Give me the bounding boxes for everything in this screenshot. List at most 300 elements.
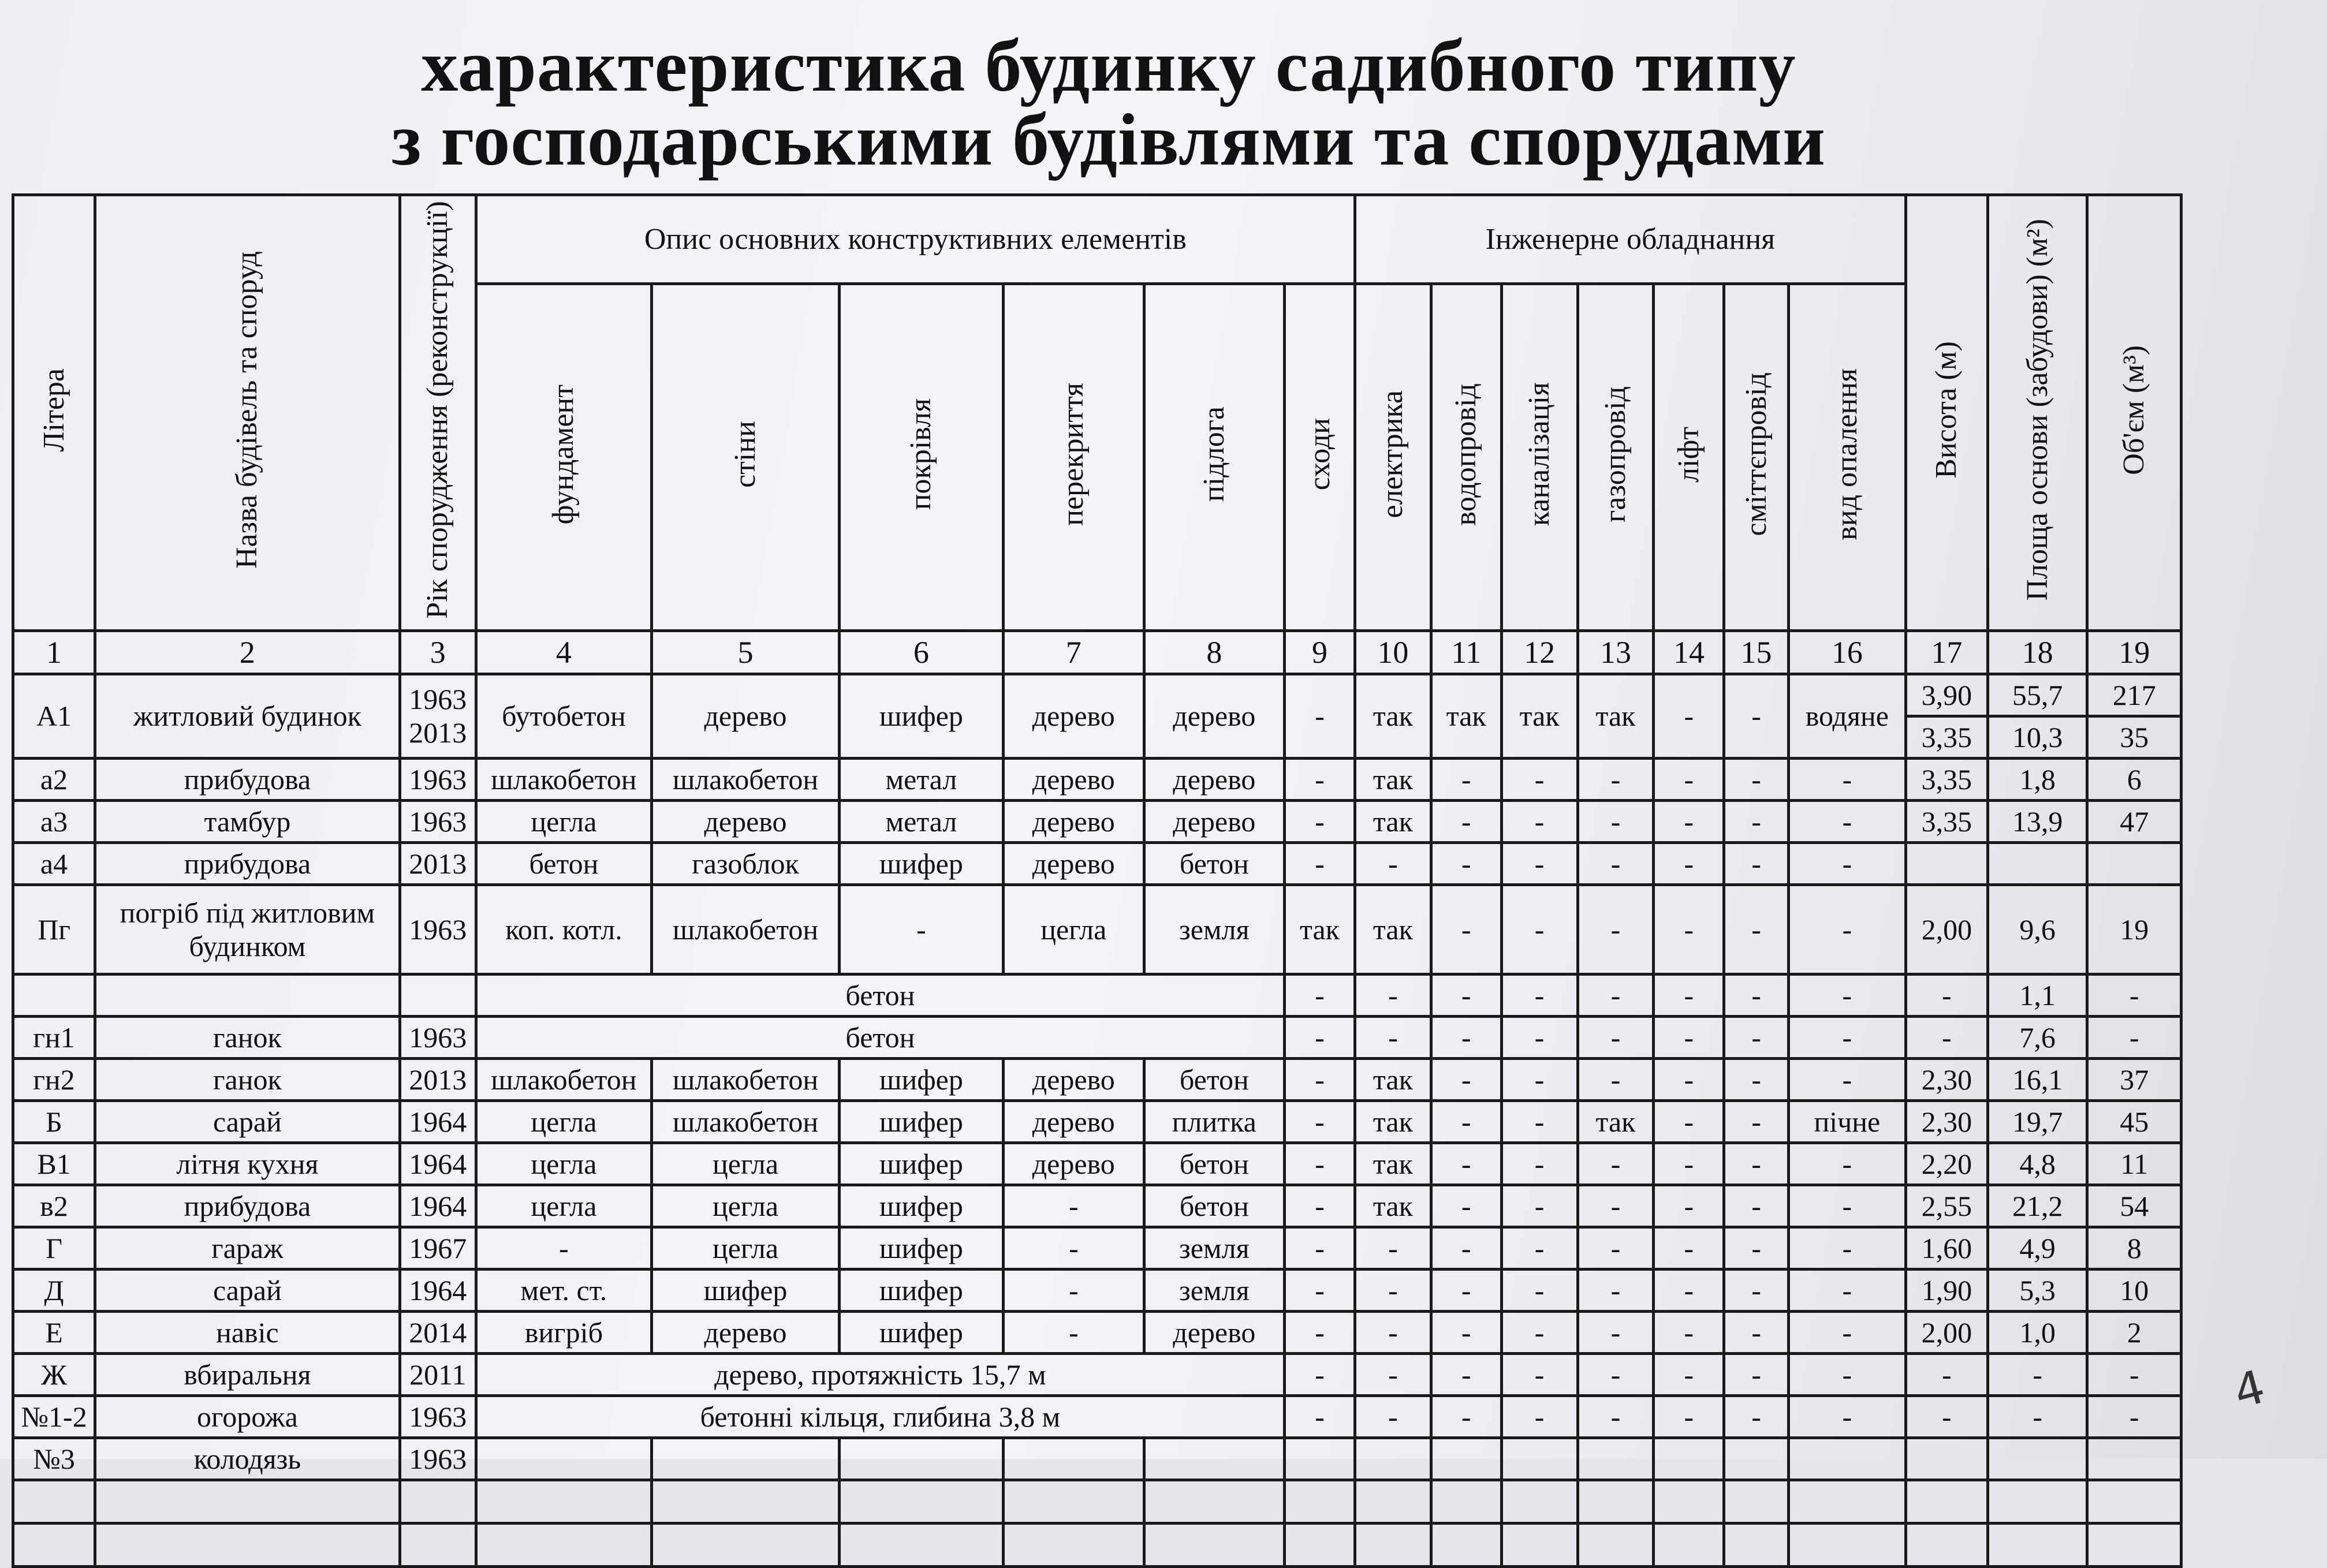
cell-sewer: -: [1501, 1353, 1578, 1395]
cell-lift: -: [1654, 1185, 1724, 1227]
cell-name: колодязь: [95, 1438, 400, 1480]
cell-height: 2,30: [1905, 1058, 1987, 1100]
cell-roof: шифер: [839, 674, 1003, 758]
cell-water: -: [1431, 974, 1501, 1016]
header-roof: покрівля: [839, 284, 1003, 631]
cell-fundament: шлакобетон: [476, 758, 651, 800]
cell-gas: -: [1578, 974, 1654, 1016]
cell-ceiling: дерево: [1004, 1100, 1144, 1143]
characteristics-table-wrapper: [12, 193, 2183, 1475]
cell-roof: шифер: [839, 1100, 1003, 1143]
col-num: 19: [2087, 630, 2181, 674]
cell-fundament: коп. котл.: [476, 884, 651, 974]
cell-lift: -: [1654, 1269, 1724, 1311]
table-row: [13, 884, 2181, 974]
cell-year: 1963 2013: [400, 674, 476, 758]
cell-electric: -: [1355, 1016, 1431, 1058]
cell-litera: Д: [13, 1269, 95, 1311]
cell-name: сарай: [95, 1100, 400, 1143]
cell-gas: так: [1578, 1100, 1654, 1143]
cell-fundament: шлакобетон: [476, 1058, 651, 1100]
header-lift: ліфт: [1654, 284, 1724, 631]
cell-garbage: -: [1724, 758, 1789, 800]
cell-garbage: -: [1724, 1227, 1789, 1269]
col-num: 12: [1501, 630, 1578, 674]
cell-roof: шифер: [839, 1058, 1003, 1100]
cell-water: -: [1431, 1058, 1501, 1100]
cell-name: вбиральня: [95, 1353, 400, 1395]
cell-heating: водяне: [1788, 674, 1905, 758]
cell-year: 1963: [400, 1016, 476, 1058]
table-row: [13, 1227, 2181, 1269]
cell-gas: -: [1578, 884, 1654, 974]
cell-volume: -: [2087, 1016, 2181, 1058]
column-number-row: [13, 630, 2181, 674]
cell-ceiling: -: [1004, 1185, 1144, 1227]
cell-lift: -: [1654, 1395, 1724, 1438]
cell-sewer: -: [1501, 1016, 1578, 1058]
col-num: 18: [1987, 630, 2087, 674]
table-row: [13, 758, 2181, 800]
cell-ceiling: -: [1004, 1269, 1144, 1311]
header-garbage: сміттєпровід: [1724, 284, 1789, 631]
cell-roof: шифер: [839, 1227, 1003, 1269]
header-volume: Об'єм (м³): [2087, 195, 2181, 631]
cell-floor: бетон: [1144, 1185, 1285, 1227]
cell-stairs: -: [1285, 674, 1355, 758]
cell-height: 1,90: [1905, 1269, 1987, 1311]
cell-name: житловий будинок: [95, 674, 400, 758]
cell-volume: 54: [2087, 1185, 2181, 1227]
cell-structure-merged: бетон: [476, 1016, 1284, 1058]
cell-walls: дерево: [652, 674, 840, 758]
col-num: 6: [839, 630, 1003, 674]
cell-sewer: -: [1501, 758, 1578, 800]
cell-sewer: -: [1501, 1185, 1578, 1227]
cell-lift: -: [1654, 1143, 1724, 1185]
table-row: [13, 1185, 2181, 1227]
cell-lift: -: [1654, 1058, 1724, 1100]
cell-area: 1,0: [1987, 1311, 2087, 1353]
cell-litera: Е: [13, 1311, 95, 1353]
cell-fundament: вигріб: [476, 1311, 651, 1353]
header-walls: стіни: [652, 284, 840, 631]
cell-walls: дерево: [652, 800, 840, 842]
cell-electric: так: [1355, 800, 1431, 842]
cell-name: сарай: [95, 1269, 400, 1311]
cell-electric: так: [1355, 1185, 1431, 1227]
header-electric: електрика: [1355, 284, 1431, 631]
cell-roof: шифер: [839, 1143, 1003, 1185]
cell-gas: -: [1578, 1058, 1654, 1100]
cell-floor: плитка: [1144, 1100, 1285, 1143]
cell-height: 1,60: [1905, 1227, 1987, 1269]
cell-height: 2,55: [1905, 1185, 1987, 1227]
cell-ceiling: -: [1004, 1227, 1144, 1269]
cell-name: навіс: [95, 1311, 400, 1353]
cell-name: літня кухня: [95, 1143, 400, 1185]
cell-sewer: -: [1501, 800, 1578, 842]
characteristics-table: [12, 193, 2183, 1568]
cell-ceiling: дерево: [1004, 842, 1144, 884]
cell-garbage: -: [1724, 974, 1789, 1016]
cell-fundament: мет. ст.: [476, 1269, 651, 1311]
cell-heating: -: [1788, 1395, 1905, 1438]
cell-electric: так: [1355, 758, 1431, 800]
cell-roof: шифер: [839, 1311, 1003, 1353]
cell-litera: В1: [13, 1143, 95, 1185]
cell-gas: -: [1578, 1269, 1654, 1311]
cell-garbage: -: [1724, 674, 1789, 758]
table-row: [13, 974, 2181, 1016]
cell-water: -: [1431, 1227, 1501, 1269]
cell-ceiling: дерево: [1004, 674, 1144, 758]
cell-stairs: -: [1285, 758, 1355, 800]
cell-floor: бетон: [1144, 1058, 1285, 1100]
cell-volume: 8: [2087, 1227, 2181, 1269]
col-num: 2: [95, 630, 400, 674]
header-engineering-group: Інженерне обладнання: [1355, 195, 1905, 284]
cell-volume: 35: [2087, 716, 2181, 758]
cell-litera: Пг: [13, 884, 95, 974]
cell-volume: 217: [2087, 674, 2181, 716]
cell-volume: -: [2087, 1395, 2181, 1438]
cell-stairs: -: [1285, 1353, 1355, 1395]
handwritten-page-number: 4: [2228, 1359, 2271, 1420]
cell-volume: 10: [2087, 1269, 2181, 1311]
cell-electric: так: [1355, 884, 1431, 974]
cell-year: 1964: [400, 1185, 476, 1227]
cell-litera: гн1: [13, 1016, 95, 1058]
cell-height: [1905, 842, 1987, 884]
cell-name: огорожа: [95, 1395, 400, 1438]
cell-lift: -: [1654, 974, 1724, 1016]
cell-ceiling: цегла: [1004, 884, 1144, 974]
cell-name: гараж: [95, 1227, 400, 1269]
cell-water: -: [1431, 842, 1501, 884]
table-row: [13, 1058, 2181, 1100]
cell-year: 1963: [400, 1395, 476, 1438]
cell-name: прибудова: [95, 1185, 400, 1227]
cell-walls: цегла: [652, 1185, 840, 1227]
col-num: 11: [1431, 630, 1501, 674]
cell-stairs: так: [1285, 884, 1355, 974]
cell-heating: -: [1788, 1058, 1905, 1100]
cell-year: 1963: [400, 884, 476, 974]
cell-lift: -: [1654, 1353, 1724, 1395]
cell-area: 4,8: [1987, 1143, 2087, 1185]
cell-volume: -: [2087, 1353, 2181, 1395]
cell-stairs: -: [1285, 800, 1355, 842]
cell-height: -: [1905, 1016, 1987, 1058]
cell-electric: -: [1355, 1227, 1431, 1269]
cell-lift: -: [1654, 1100, 1724, 1143]
cell-stairs: -: [1285, 842, 1355, 884]
cell-stairs: -: [1285, 1227, 1355, 1269]
cell-area: 10,3: [1987, 716, 2087, 758]
col-num: 10: [1355, 630, 1431, 674]
cell-walls: шлакобетон: [652, 758, 840, 800]
cell-gas: так: [1578, 674, 1654, 758]
cell-volume: [2087, 842, 2181, 884]
cell-litera: а4: [13, 842, 95, 884]
header-ceiling: перекриття: [1004, 284, 1144, 631]
cell-litera: в2: [13, 1185, 95, 1227]
cell-heating: -: [1788, 800, 1905, 842]
cell-garbage: -: [1724, 1100, 1789, 1143]
cell-floor: дерево: [1144, 674, 1285, 758]
cell-name: ганок: [95, 1016, 400, 1058]
title-line-2: з господарськими будівлями та спорудами: [391, 99, 1826, 181]
cell-stairs: -: [1285, 1058, 1355, 1100]
table-row-empty: [13, 1523, 2181, 1566]
table-row: [13, 1395, 2181, 1438]
cell-gas: -: [1578, 1311, 1654, 1353]
cell-garbage: -: [1724, 1185, 1789, 1227]
cell-structure-merged: бетон: [476, 974, 1284, 1016]
cell-litera: №1-2: [13, 1395, 95, 1438]
cell-area: 1,1: [1987, 974, 2087, 1016]
cell-electric: -: [1355, 1353, 1431, 1395]
cell-height: 2,30: [1905, 1100, 1987, 1143]
cell-area: 7,6: [1987, 1016, 2087, 1058]
cell-electric: так: [1355, 1100, 1431, 1143]
cell-heating: пічне: [1788, 1100, 1905, 1143]
cell-height: 3,90: [1905, 674, 1987, 716]
cell-floor: бетон: [1144, 1143, 1285, 1185]
cell-height: 3,35: [1905, 758, 1987, 800]
cell-walls: шлакобетон: [652, 1058, 840, 1100]
cell-electric: так: [1355, 1143, 1431, 1185]
cell-floor: бетон: [1144, 842, 1285, 884]
cell-electric: -: [1355, 842, 1431, 884]
cell-water: -: [1431, 758, 1501, 800]
title-line-1: характеристика будинку садибного типу: [421, 25, 1796, 107]
cell-sewer: -: [1501, 884, 1578, 974]
cell-heating: -: [1788, 974, 1905, 1016]
cell-fundament: цегла: [476, 1100, 651, 1143]
header-area: Площа основи (забудови) (м²): [1987, 195, 2087, 631]
col-num: 17: [1905, 630, 1987, 674]
col-num: 7: [1004, 630, 1144, 674]
cell-stairs: -: [1285, 1143, 1355, 1185]
cell-area: -: [1987, 1395, 2087, 1438]
cell-roof: шифер: [839, 1269, 1003, 1311]
cell-sewer: -: [1501, 1311, 1578, 1353]
cell-electric: так: [1355, 674, 1431, 758]
cell-sewer: так: [1501, 674, 1578, 758]
cell-year: 1964: [400, 1143, 476, 1185]
cell-volume: 47: [2087, 800, 2181, 842]
cell-water: -: [1431, 1353, 1501, 1395]
cell-gas: -: [1578, 1185, 1654, 1227]
header-structural-group: Опис основних конструктивних елементів: [476, 195, 1355, 284]
cell-gas: -: [1578, 758, 1654, 800]
cell-name: ганок: [95, 1058, 400, 1100]
cell-electric: -: [1355, 974, 1431, 1016]
cell-floor: дерево: [1144, 758, 1285, 800]
cell-roof: шифер: [839, 842, 1003, 884]
cell-heating: -: [1788, 1016, 1905, 1058]
cell-walls: шифер: [652, 1269, 840, 1311]
cell-ceiling: дерево: [1004, 758, 1144, 800]
cell-water: -: [1431, 1100, 1501, 1143]
header-stairs: сходи: [1285, 284, 1355, 631]
col-num: 14: [1654, 630, 1724, 674]
cell-volume: 19: [2087, 884, 2181, 974]
cell-walls: дерево: [652, 1311, 840, 1353]
table-row: [13, 1269, 2181, 1311]
cell-water: -: [1431, 1143, 1501, 1185]
col-num: 16: [1788, 630, 1905, 674]
cell-roof: метал: [839, 800, 1003, 842]
cell-litera: Ж: [13, 1353, 95, 1395]
cell-height: 3,35: [1905, 716, 1987, 758]
cell-volume: 37: [2087, 1058, 2181, 1100]
cell-lift: -: [1654, 758, 1724, 800]
header-gas: газопровід: [1578, 284, 1654, 631]
header-litera: Літера: [13, 195, 95, 631]
cell-area: -: [1987, 1353, 2087, 1395]
cell-litera: Б: [13, 1100, 95, 1143]
cell-litera: гн2: [13, 1058, 95, 1100]
cell-area: 21,2: [1987, 1185, 2087, 1227]
cell-sewer: -: [1501, 1100, 1578, 1143]
cell-sewer: -: [1501, 1395, 1578, 1438]
cell-lift: -: [1654, 674, 1724, 758]
header-water: водопровід: [1431, 284, 1501, 631]
cell-water: так: [1431, 674, 1501, 758]
cell-sewer: -: [1501, 1227, 1578, 1269]
cell-year: 1964: [400, 1100, 476, 1143]
cell-floor: дерево: [1144, 1311, 1285, 1353]
cell-height: 2,00: [1905, 1311, 1987, 1353]
header-name: Назва будівель та споруд: [95, 195, 400, 631]
cell-garbage: -: [1724, 1058, 1789, 1100]
cell-name: прибудова: [95, 842, 400, 884]
cell-name: погріб під житловим будинком: [95, 884, 400, 974]
document-title: [300, 25, 1917, 181]
cell-walls: газоблок: [652, 842, 840, 884]
header-floor: підлога: [1144, 284, 1285, 631]
cell-roof: шифер: [839, 1185, 1003, 1227]
cell-fundament: бетон: [476, 842, 651, 884]
cell-sewer: -: [1501, 1143, 1578, 1185]
cell-roof: -: [839, 884, 1003, 974]
header-height: Висота (м): [1905, 195, 1987, 631]
cell-volume: -: [2087, 974, 2181, 1016]
table-row: [13, 1100, 2181, 1143]
cell-walls: цегла: [652, 1143, 840, 1185]
cell-litera: [13, 974, 95, 1016]
cell-litera: Г: [13, 1227, 95, 1269]
cell-heating: -: [1788, 1311, 1905, 1353]
cell-water: -: [1431, 1269, 1501, 1311]
cell-garbage: -: [1724, 1269, 1789, 1311]
cell-stairs: -: [1285, 1311, 1355, 1353]
cell-stairs: -: [1285, 1016, 1355, 1058]
cell-ceiling: дерево: [1004, 1058, 1144, 1100]
col-num: 9: [1285, 630, 1355, 674]
cell-lift: -: [1654, 800, 1724, 842]
cell-fundament: цегла: [476, 1143, 651, 1185]
header-fundament: фундамент: [476, 284, 651, 631]
cell-lift: -: [1654, 842, 1724, 884]
header-heating: вид опалення: [1788, 284, 1905, 631]
col-num: 4: [476, 630, 651, 674]
cell-garbage: -: [1724, 1016, 1789, 1058]
col-num: 1: [13, 630, 95, 674]
cell-floor: земля: [1144, 1227, 1285, 1269]
table-row-a1: [13, 674, 2181, 716]
cell-area: 1,8: [1987, 758, 2087, 800]
cell-sewer: -: [1501, 1269, 1578, 1311]
cell-walls: цегла: [652, 1227, 840, 1269]
cell-heating: -: [1788, 884, 1905, 974]
table-row: [13, 1311, 2181, 1353]
cell-roof: метал: [839, 758, 1003, 800]
cell-stairs: -: [1285, 1100, 1355, 1143]
table-row: [13, 1143, 2181, 1185]
cell-year: 2013: [400, 842, 476, 884]
cell-sewer: -: [1501, 842, 1578, 884]
cell-heating: -: [1788, 842, 1905, 884]
col-num: 13: [1578, 630, 1654, 674]
cell-stairs: -: [1285, 1395, 1355, 1438]
cell-heating: -: [1788, 1185, 1905, 1227]
cell-gas: -: [1578, 842, 1654, 884]
cell-litera: №3: [13, 1438, 95, 1480]
cell-year: 1963: [400, 1438, 476, 1480]
cell-height: -: [1905, 1395, 1987, 1438]
header-year: Рік спорудження (реконструкції): [400, 195, 476, 631]
cell-area: 19,7: [1987, 1100, 2087, 1143]
cell-water: -: [1431, 1185, 1501, 1227]
cell-fundament: цегла: [476, 1185, 651, 1227]
cell-volume: 2: [2087, 1311, 2181, 1353]
cell-ceiling: -: [1004, 1311, 1144, 1353]
cell-year: 2014: [400, 1311, 476, 1353]
cell-structure-merged: бетонні кільця, глибина 3,8 м: [476, 1395, 1284, 1438]
cell-water: -: [1431, 800, 1501, 842]
cell-year: 1967: [400, 1227, 476, 1269]
table-row-empty: [13, 1480, 2181, 1523]
cell-fundament: -: [476, 1227, 651, 1269]
cell-name: прибудова: [95, 758, 400, 800]
cell-gas: -: [1578, 1395, 1654, 1438]
cell-stairs: -: [1285, 974, 1355, 1016]
cell-area: 55,7: [1987, 674, 2087, 716]
cell-fundament: бутобетон: [476, 674, 651, 758]
cell-height: 2,20: [1905, 1143, 1987, 1185]
cell-electric: так: [1355, 1058, 1431, 1100]
cell-gas: -: [1578, 1227, 1654, 1269]
cell-walls: шлакобетон: [652, 1100, 840, 1143]
cell-volume: 11: [2087, 1143, 2181, 1185]
cell-fundament: цегла: [476, 800, 651, 842]
cell-volume: 6: [2087, 758, 2181, 800]
cell-lift: -: [1654, 884, 1724, 974]
cell-area: 4,9: [1987, 1227, 2087, 1269]
cell-gas: -: [1578, 1016, 1654, 1058]
cell-height: 3,35: [1905, 800, 1987, 842]
col-num: 3: [400, 630, 476, 674]
cell-litera: А1: [13, 674, 95, 758]
cell-year: 2013: [400, 1058, 476, 1100]
cell-volume: 45: [2087, 1100, 2181, 1143]
cell-area: 16,1: [1987, 1058, 2087, 1100]
cell-water: -: [1431, 1016, 1501, 1058]
